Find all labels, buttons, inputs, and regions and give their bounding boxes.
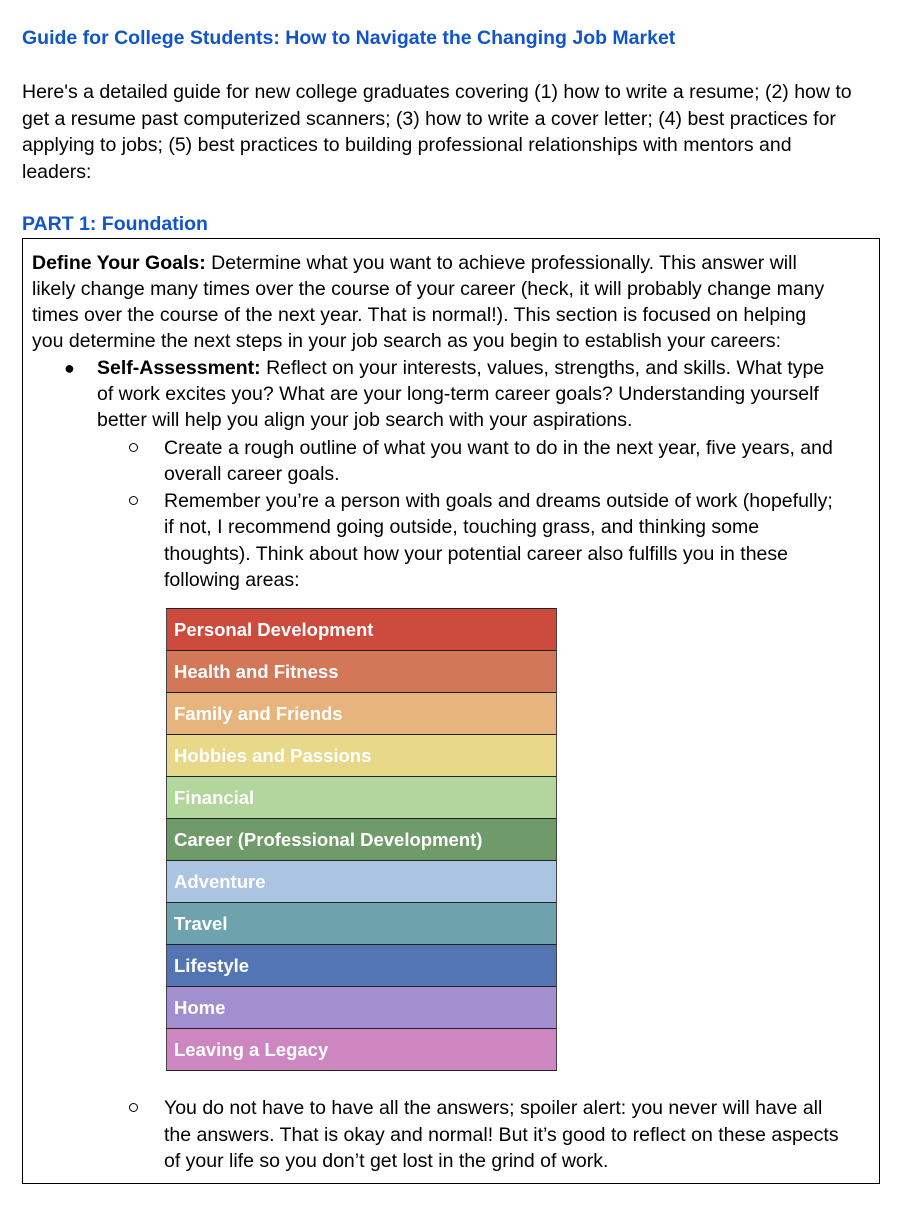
life-area-row: Family and Friends — [166, 693, 557, 735]
sub-bullet-circle-icon — [129, 443, 138, 452]
sub-bullet-line: if not, I recommend going outside, touching grass, and thinking some — [164, 516, 760, 538]
bullet-dot-icon: ● — [64, 358, 75, 378]
intro-line: Here's a detailed guide for new college graduates covering (1) how to write a resume; (2) how to — [22, 81, 852, 103]
life-area-row: Career (Professional Development) — [166, 819, 557, 861]
sub-bullet-line: overall career goals. — [164, 463, 340, 485]
part-heading: PART 1: Foundation — [22, 213, 208, 235]
sub-bullet-circle-icon — [129, 496, 138, 505]
life-area-row: Health and Fitness — [166, 651, 557, 693]
sub-bullet-line: following areas: — [164, 569, 300, 591]
intro-line: get a resume past computerized scanners; (3) how to write a cover letter; (4) best practices for — [22, 107, 836, 130]
sub-bullet-line: thoughts). Think about how your potential career also fulfills you in these — [164, 543, 788, 565]
intro-paragraph — [22, 79, 892, 185]
sub-bullet-line: Remember you’re a person with goals and dreams outside of work (hopefully; — [164, 490, 833, 512]
life-area-row: Home — [166, 987, 557, 1029]
self-assessment-line — [97, 355, 824, 381]
sub-bullet-line: You do not have to have all the answers; spoiler alert: you never will have all — [164, 1097, 823, 1119]
document-title: Guide for College Students: How to Navigate the Changing Job Market — [22, 27, 676, 49]
intro-line: leaders: — [22, 160, 92, 183]
sub-bullet-line: the answers. That is okay and normal! But it’s good to reflect on these aspects — [164, 1124, 839, 1146]
sub-bullet-line: Create a rough outline of what you want to do in the next year, five years, and — [164, 437, 833, 459]
life-area-row: Leaving a Legacy — [166, 1029, 557, 1071]
self-assessment-line: better will help you align your job search with your aspirations. — [97, 409, 633, 431]
define-goals-label: Define Your Goals: — [32, 252, 206, 274]
define-goals-text: Determine what you want to achieve professionally. This answer will — [205, 252, 797, 274]
life-area-row: Hobbies and Passions — [166, 735, 557, 777]
self-assessment-text: Reflect on your interests, values, strengths, and skills. What type — [260, 357, 825, 379]
define-goals-line: you determine the next steps in your job search as you begin to establish your careers: — [32, 330, 781, 352]
life-area-row: Travel — [166, 903, 557, 945]
self-assessment-line: of work excites you? What are your long-term career goals? Understanding yourself — [97, 383, 819, 405]
define-goals-line: times over the course of the next year. That is normal!). This section is focused on helping — [32, 304, 807, 326]
life-area-row: Financial — [166, 777, 557, 819]
self-assessment-label: Self-Assessment: — [97, 357, 261, 379]
life-area-row: Personal Development — [166, 609, 557, 651]
define-goals-line — [32, 250, 797, 276]
life-area-row: Adventure — [166, 861, 557, 903]
life-areas-table — [166, 608, 557, 1071]
sub-bullet-circle-icon — [129, 1103, 138, 1112]
intro-line: applying to jobs; (5) best practices to building professional relationships with mentors and — [22, 134, 792, 157]
life-area-row: Lifestyle — [166, 945, 557, 987]
sub-bullet-line: of your life so you don’t get lost in the grind of work. — [164, 1150, 609, 1172]
define-goals-line: likely change many times over the course of your career (heck, it will probably change many — [32, 278, 825, 300]
